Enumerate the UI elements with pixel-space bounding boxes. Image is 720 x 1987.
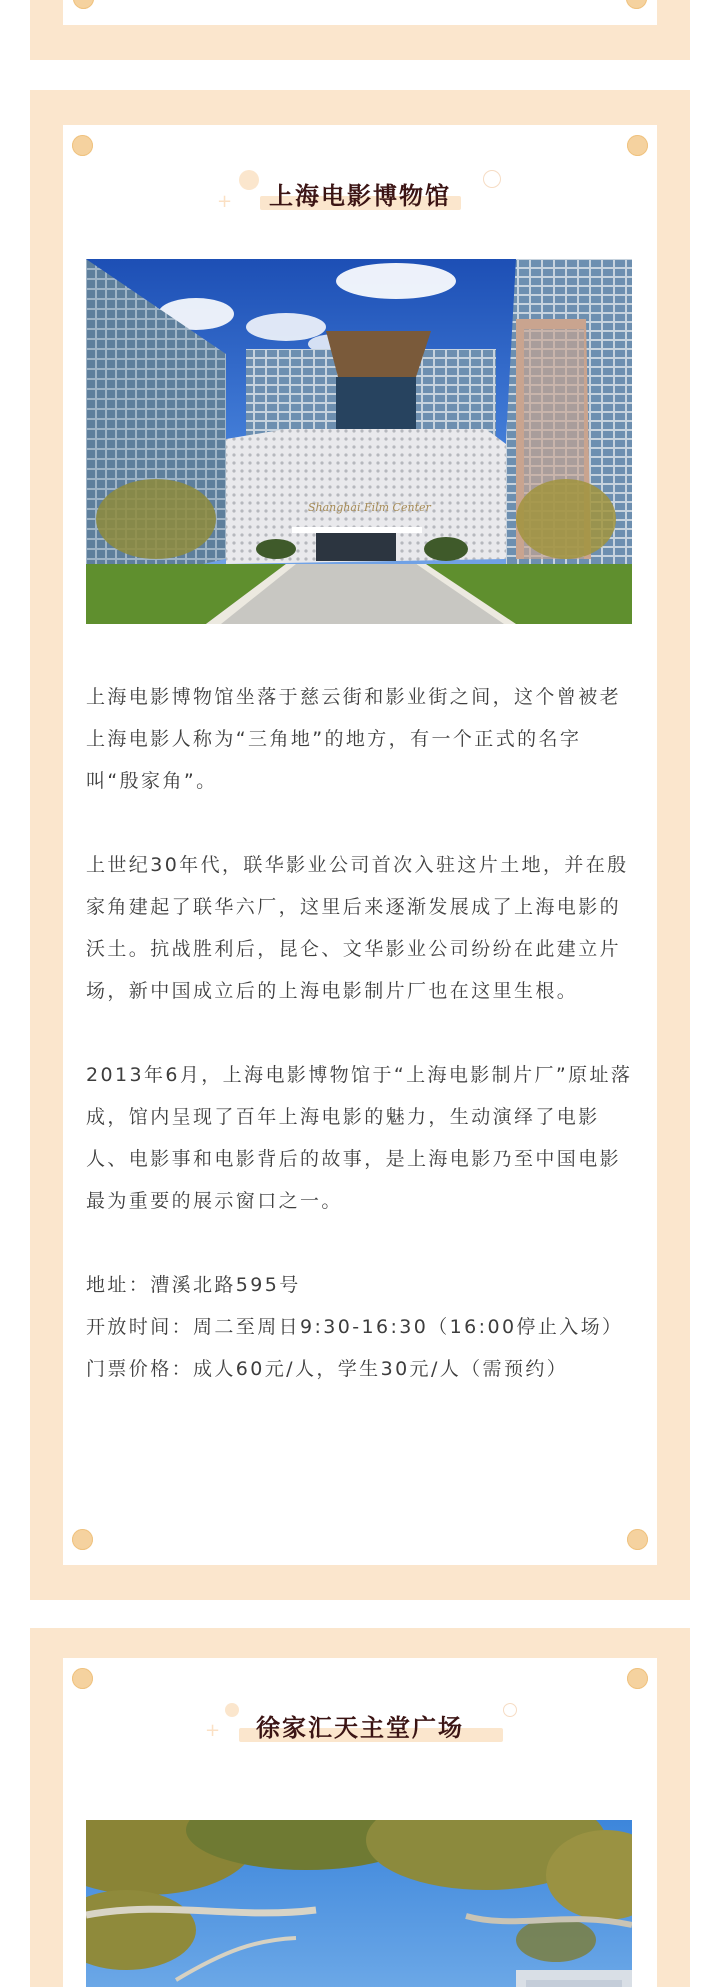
museum-hours: 开放时间：周二至周日9:30-16:30（16:00停止入场）: [86, 1316, 624, 1338]
museum-paragraph-3: 2013年6月，上海电影博物馆于“上海电影制片厂”原址落成，馆内呈现了百年上海电影的魅力，生动演绎了电影人、电影事和电影背后的故事，是上海电影乃至中国电影最为重要的展示窗口之一。: [86, 1064, 633, 1212]
previous-section-frame: [30, 0, 690, 60]
decor-plus-icon: +: [205, 1720, 221, 1741]
previous-section-card: [63, 0, 657, 25]
decor-ring-icon: [503, 1703, 517, 1717]
xujiahui-title: 徐家汇天主堂广场: [256, 1714, 464, 1742]
museum-description: [86, 676, 634, 1390]
museum-photo: [86, 259, 632, 624]
corner-dot-icon: [627, 1668, 648, 1689]
museum-section-card: [63, 125, 657, 1565]
xujiahui-photo: [86, 1820, 632, 1987]
museum-title-block: [63, 165, 657, 225]
museum-section-frame: [30, 90, 690, 1600]
xujiahui-section-frame: [30, 1628, 690, 1987]
museum-paragraph-1: 上海电影博物馆坐落于慈云街和影业街之间，这个曾被老上海电影人称为“三角地”的地方，有一个正式的名字叫“殷家角”。: [86, 686, 622, 792]
corner-dot-icon: [626, 0, 647, 9]
decor-circle-icon: [225, 1703, 239, 1717]
museum-paragraph-2: 上世纪30年代，联华影业公司首次入驻这片土地，并在殷家角建起了联华六厂，这里后来逐渐发展成了上海电影的沃土。抗战胜利后，昆仑、文华影业公司纷纷在此建立片场，新中国成立后的上海电影制片厂也在这里生根。: [86, 854, 629, 1002]
corner-dot-icon: [72, 1529, 93, 1550]
decor-ring-icon: [483, 170, 501, 188]
corner-dot-icon: [627, 135, 648, 156]
corner-dot-icon: [627, 1529, 648, 1550]
corner-dot-icon: [72, 1668, 93, 1689]
museum-address: 地址：漕溪北路595号: [86, 1274, 301, 1296]
svg-text:Shanghai Film Center: Shanghai Film Center: [308, 501, 431, 514]
xujiahui-section-card: [63, 1658, 657, 1987]
museum-title: 上海电影博物馆: [269, 182, 451, 210]
decor-circle-icon: [239, 170, 259, 190]
decor-plus-icon: +: [217, 191, 233, 212]
xujiahui-title-block: [63, 1698, 657, 1758]
corner-dot-icon: [72, 135, 93, 156]
corner-dot-icon: [73, 0, 94, 9]
museum-tickets: 门票价格：成人60元/人，学生30元/人（需预约）: [86, 1358, 569, 1380]
